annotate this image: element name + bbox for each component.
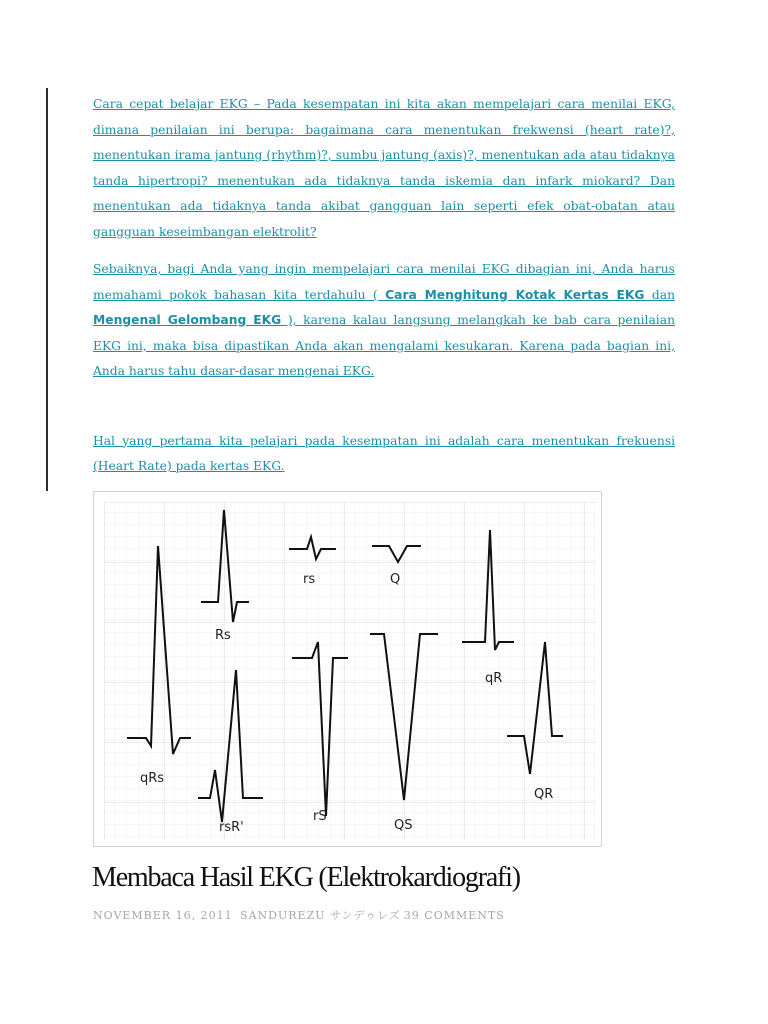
heart-rate-paragraph (93, 429, 675, 480)
prerequisite-text-a[interactable]: Sebaiknya, bagi Anda yang ingin mempelajari cara menilai EKG dibagian ini, Anda harus memahami pokok bahasan kita terdahulu ( (93, 262, 675, 302)
label-qr-capital: QR (534, 787, 554, 802)
left-border-bar (46, 88, 48, 491)
prerequisite-text-b[interactable]: ), karena kalau langsung melangkah ke bab cara penilaian EKG ini, maka bisa dipastikan Anda akan mengalami kesukaran. Karena pada bagian ini, Anda harus tahu dasar-dasar mengenai EKG. (93, 313, 675, 378)
post-comments[interactable]: 39 COMMENTS (403, 909, 505, 922)
intro-paragraph (93, 92, 675, 245)
heart-rate-link[interactable]: Hal yang pertama kita pelajari pada kesempatan ini adalah cara menentukan frekuensi (Heart Rate) pada kertas EKG. (93, 433, 675, 473)
label-q: Q (390, 572, 401, 587)
label-rs-big: rS (313, 809, 327, 824)
prerequisite-and[interactable]: dan (644, 287, 675, 302)
label-qr-small: qR (485, 671, 503, 686)
label-qrs: qRs (140, 771, 165, 786)
label-rs-small: rs (303, 572, 316, 587)
ekg-grid-image (94, 492, 603, 848)
post-title[interactable]: Membaca Hasil EKG (Elektrokardiografi) (92, 862, 520, 893)
label-rs-capital: Rs (215, 628, 231, 643)
ekg-grid (104, 502, 596, 840)
intro-link[interactable]: Cara cepat belajar EKG – Pada kesempatan ini kita akan mempelajari cara menilai EKG, dimana penilaian ini berupa: bagaimana cara menentukan frekwensi (heart rate)?, menentukan irama jantung (rhythm)?, sumbu jantung (axis)?, menentukan ada atau tidaknya tanda hipertropi? menentukan ada tidaknya tanda iskemia dan infark miokard? Dan menentukan ada tidaknya tanda akibat gangguan lain seperti efek obat-obatan atau gangguan keseimbangan elektrolit? (93, 97, 675, 239)
post-meta (93, 907, 733, 923)
article-content (93, 92, 675, 480)
post-date[interactable]: NOVEMBER 16, 2011 (93, 909, 233, 922)
link-menghitung-kotak[interactable]: Cara Menghitung Kotak Kertas EKG (385, 287, 645, 302)
prerequisite-paragraph (93, 257, 675, 385)
label-qs: QS (394, 818, 413, 833)
label-rsr-prime: rsR' (219, 820, 244, 835)
ekg-waveforms-figure (93, 491, 602, 847)
link-mengenal-gelombang[interactable]: Mengenal Gelombang EKG (93, 313, 282, 327)
post-author[interactable]: SANDUREZU サンデゥレズ (240, 909, 401, 922)
